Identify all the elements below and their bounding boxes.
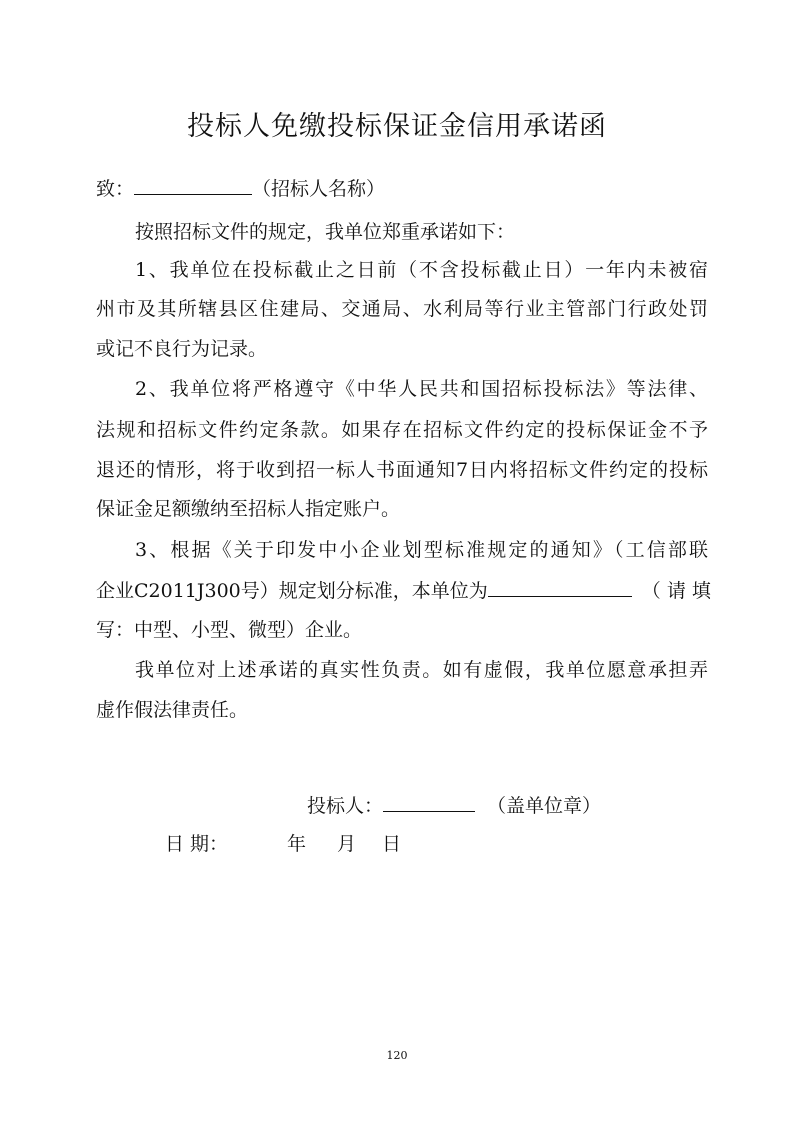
item3-line1: 3、根据《关于印发中小企业划型标准规定的通知》（工信部联 — [135, 539, 708, 561]
page-number: 120 — [386, 1049, 408, 1062]
item2-line4: 保证金足额缴纳至招标人指定账户。 — [96, 498, 401, 520]
bidder-blank — [383, 793, 475, 812]
closing-line1: 我单位对上述承诺的真实性负责。如有虚假，我单位愿意承担弄 — [135, 659, 708, 681]
item3-line2-after: （ 请 填 — [641, 580, 711, 602]
recipient-prefix: 致： — [96, 178, 135, 200]
item2-line3: 退还的情形，将于收到招一标人书面通知7日内将招标文件约定的投标 — [96, 459, 708, 481]
seal-note: （盖单位章） — [487, 795, 602, 817]
item3-line2-before: 企业C2011J300号）规定划分标准，本单位为 — [96, 580, 488, 602]
recipient-line — [96, 176, 708, 201]
intro-text: 按照招标文件的规定，我单位郑重承诺如下： — [135, 221, 516, 243]
item2-line2: 法规和招标文件约定条款。如果存在招标文件约定的投标保证金不予 — [96, 419, 708, 441]
date-label: 日 期： — [165, 833, 229, 855]
item1-line3: 或记不良行为记录。 — [96, 338, 268, 360]
item3-line2 — [96, 578, 711, 603]
closing-line2: 虚作假法律责任。 — [96, 699, 249, 721]
bidder-signature-line — [307, 793, 601, 818]
item3-line3: 写：中型、小型、微型）企业。 — [96, 619, 363, 641]
item1-line1: 1、我单位在投标截止之日前（不含投标截止日）一年内未被宿 — [135, 259, 708, 281]
bidder-label: 投标人： — [307, 795, 384, 817]
enterprise-size-blank — [488, 578, 632, 597]
date-day: 日 — [382, 833, 402, 855]
date-year: 年 — [287, 833, 307, 855]
recipient-suffix: （招标人名称） — [252, 178, 386, 200]
item1-line2: 州市及其所辖县区住建局、交通局、水利局等行业主管部门行政处罚 — [96, 298, 708, 320]
document-title: 投标人免缴投标保证金信用承诺函 — [187, 111, 607, 142]
item2-line1: 2、我单位将严格遵守《中华人民共和国招标投标法》等法律、 — [135, 378, 708, 400]
date-month: 月 — [337, 833, 357, 855]
recipient-blank — [134, 176, 252, 195]
